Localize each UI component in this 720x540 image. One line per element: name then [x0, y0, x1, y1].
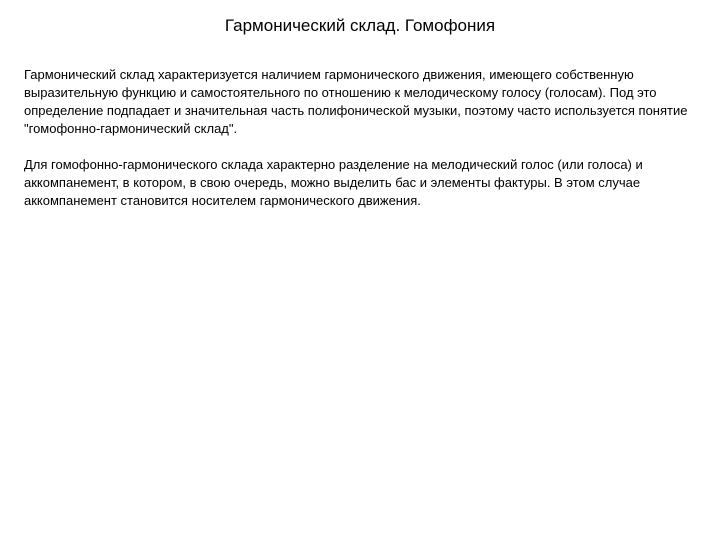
- slide-title: Гармонический склад. Гомофония: [224, 16, 496, 35]
- slide-body: [24, 66, 700, 228]
- paragraph-harmonic-texture: Гармонический склад характеризуется наличием гармонического движения, имеющего собственную выразительную функцию и самостоятельного по отношению к мелодическому голосу (голосам). Под это определение подпадает и значительная часть полифонической музыки, поэтому часто используется понятие "гомофонно-гармонический склад".: [24, 67, 688, 136]
- paragraph-homophonic-texture: Для гомофонно-гармонического склада характерно разделение на мелодический голос (или голоса) и аккомпанемент, в котором, в свою очередь, можно выделить бас и элементы фактуры. В этом случае аккомпанемент становится носителем гармонического движения.: [24, 157, 643, 208]
